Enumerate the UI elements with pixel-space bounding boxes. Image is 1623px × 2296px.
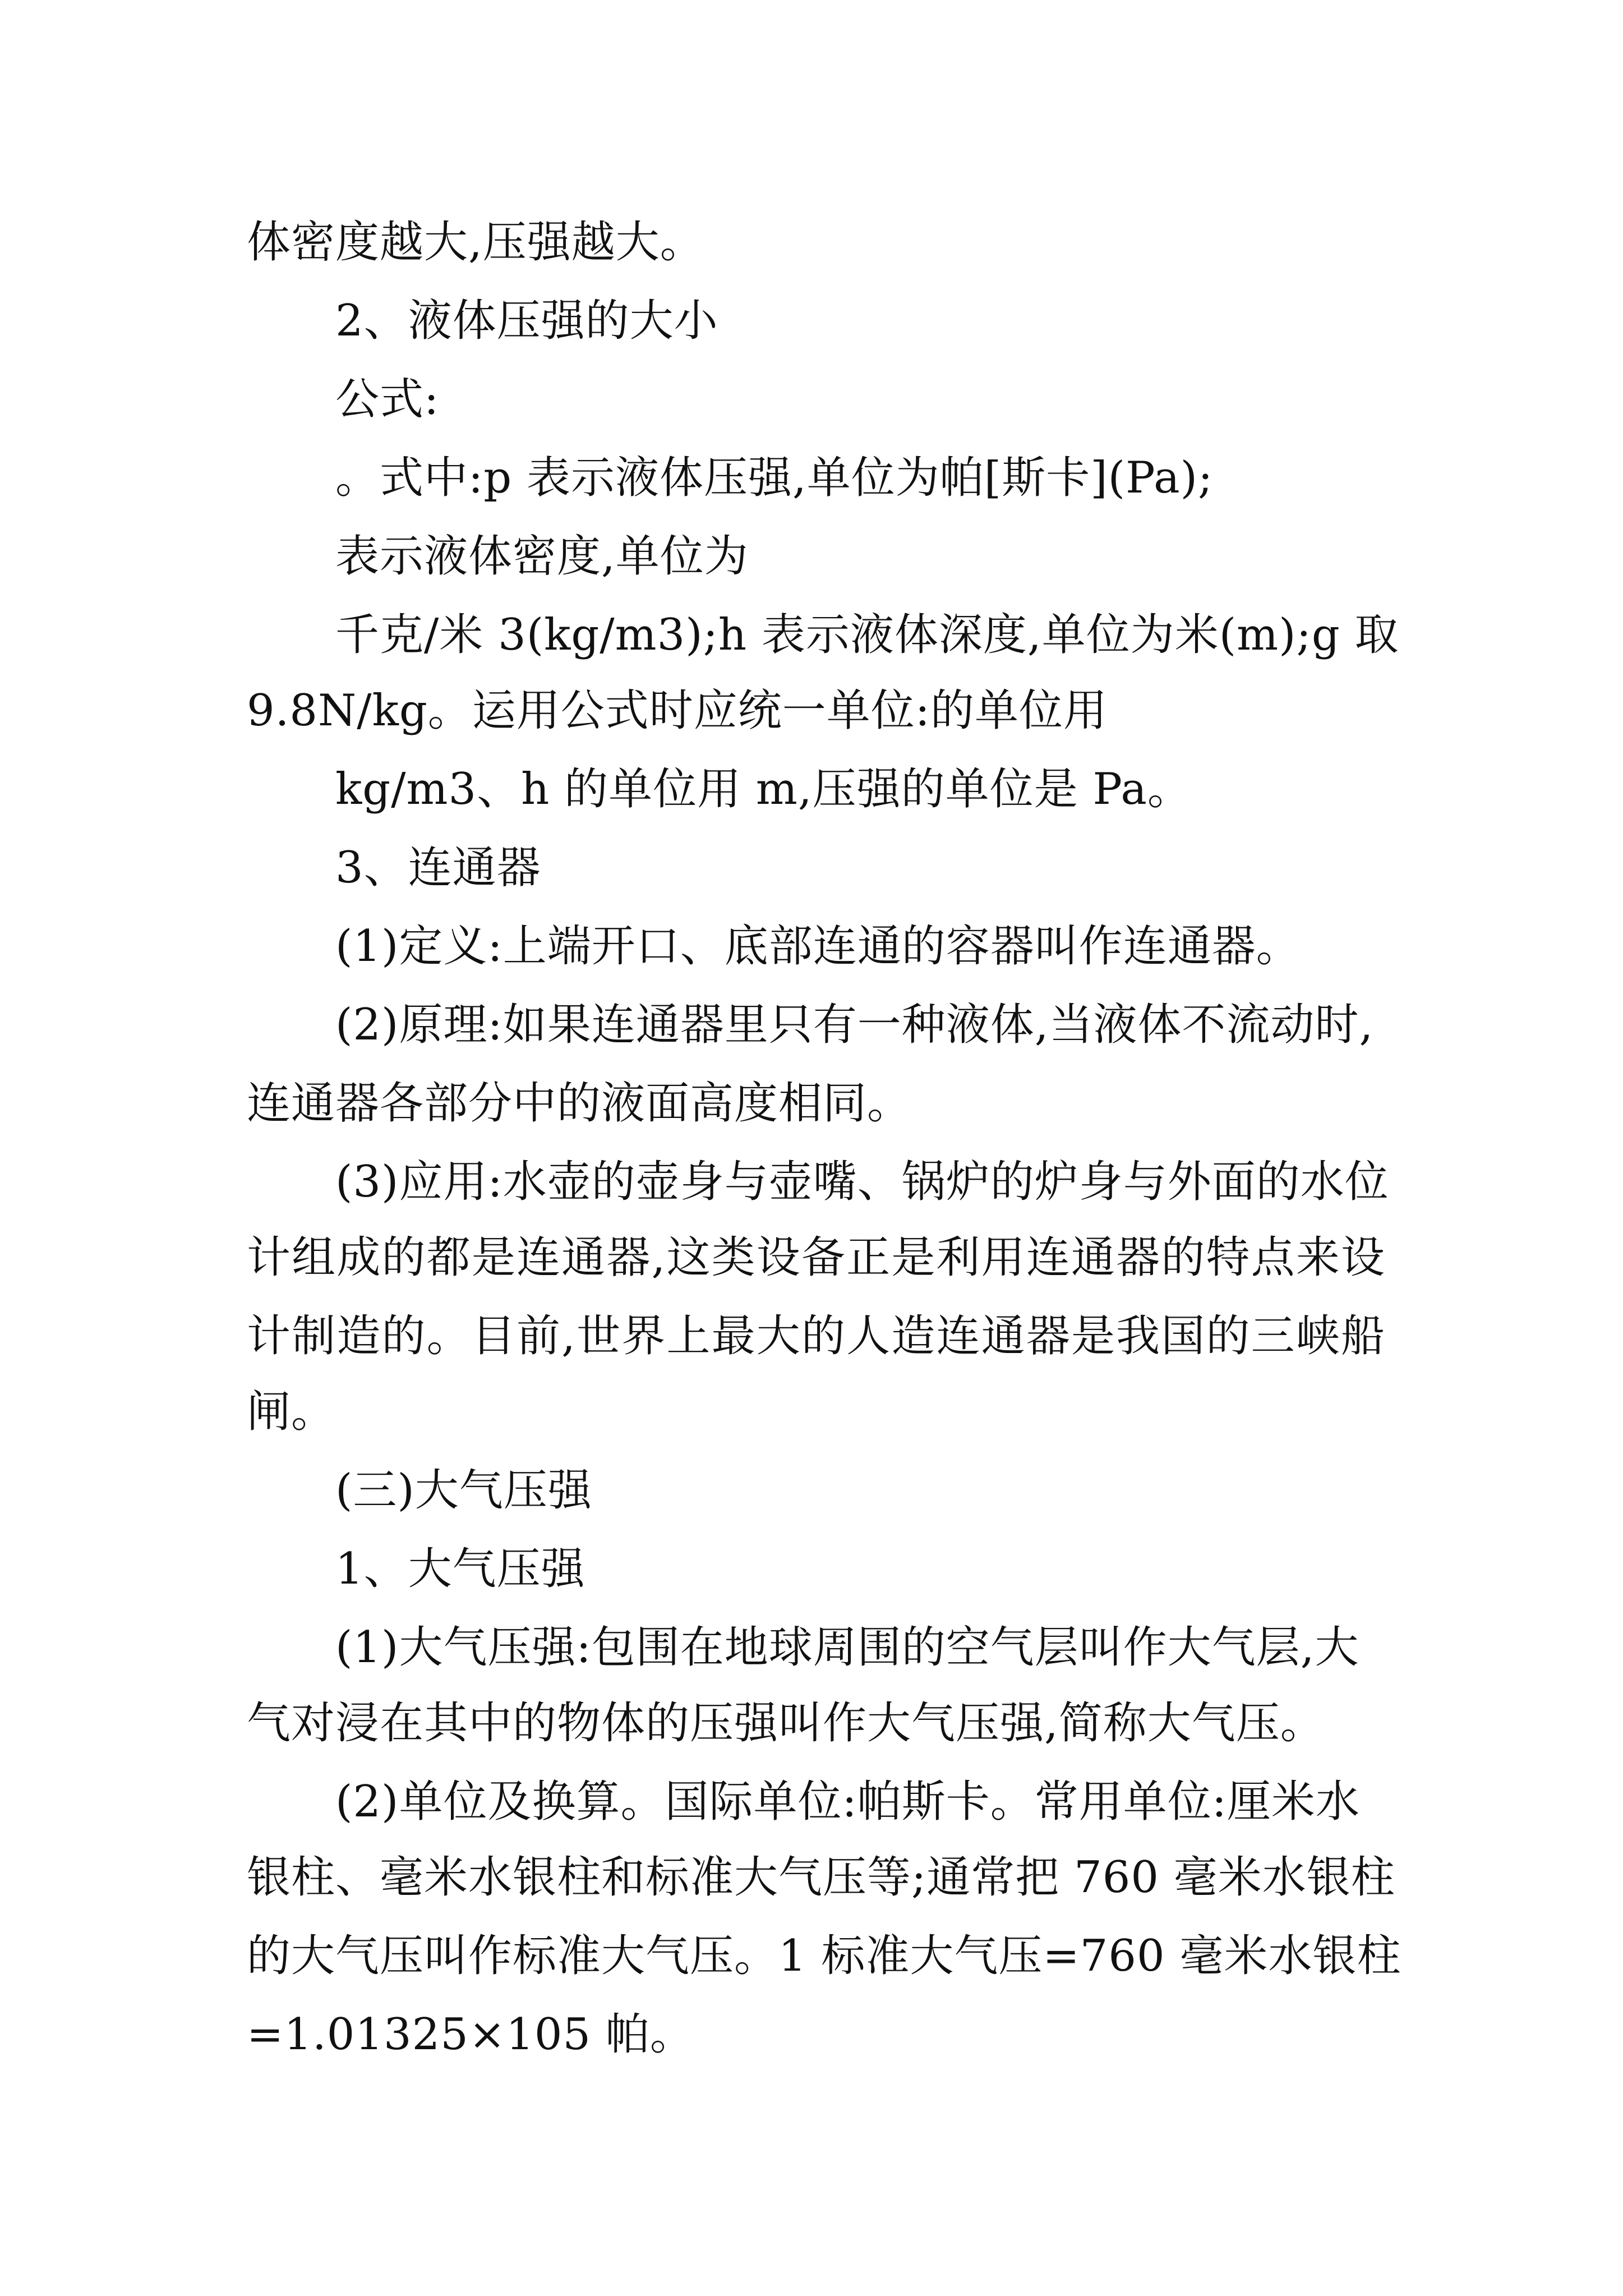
text-line: 银柱、毫米水银柱和标准大气压等;通常把 760 毫米水银柱 (247, 1852, 1395, 1903)
text-line: 体密度越大,压强越大。 (247, 217, 704, 268)
text-line: 的大气压叫作标准大气压。1 标准大气压=760 毫米水银柱 (247, 1931, 1401, 1981)
text-line: 公式: (335, 374, 440, 425)
text-line: 9.8N/kg。运用公式时应统一单位:的单位用 (247, 685, 1108, 736)
section-heading: 1、大气压强 (335, 1544, 585, 1594)
text-line: =1.01325×105 帕。 (247, 2009, 694, 2060)
text-line: 。式中:p 表示液体压强,单位为帕[斯卡](Pa); (335, 453, 1214, 503)
text-line: (1)大气压强:包围在地球周围的空气层叫作大气层,大 (335, 1622, 1359, 1673)
text-line: kg/m3、h 的单位用 m,压强的单位是 Pa。 (335, 764, 1192, 815)
text-line: (2)单位及换算。国际单位:帕斯卡。常用单位:厘米水 (335, 1777, 1361, 1827)
text-line: (3)应用:水壶的壶身与壶嘴、锅炉的炉身与外面的水位 (335, 1157, 1389, 1207)
text-line: 闸。 (247, 1387, 336, 1437)
text-line: 表示液体密度,单位为 (335, 531, 749, 582)
text-line: (2)原理:如果连通器里只有一种液体,当液体不流动时, (335, 1000, 1374, 1050)
section-heading: 2、液体压强的大小 (335, 296, 718, 346)
text-line: 千克/米 3(kg/m3);h 表示液体深度,单位为米(m);g 取 (335, 610, 1399, 660)
text-line: (1)定义:上端开口、底部连通的容器叫作连通器。 (335, 921, 1301, 972)
text-line: 计制造的。目前,世界上最大的人造连通器是我国的三峡船 (247, 1311, 1385, 1361)
section-heading: 3、连通器 (335, 843, 541, 893)
text-line: 气对浸在其中的物体的压强叫作大气压强,简称大气压。 (247, 1698, 1325, 1749)
section-heading: (三)大气压强 (335, 1465, 592, 1516)
text-line: 连通器各部分中的液面高度相同。 (247, 1078, 912, 1129)
text-line: 计组成的都是连通器,这类设备正是利用连通器的特点来设 (247, 1232, 1385, 1283)
